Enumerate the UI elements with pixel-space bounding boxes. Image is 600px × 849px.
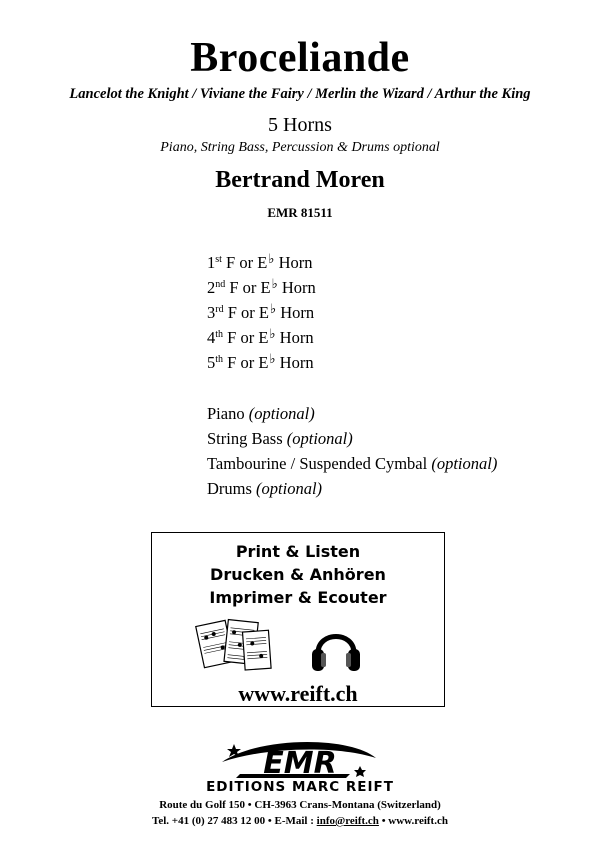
part-item: 4th F or E♭ Horn [207,326,314,347]
part-item: 5th F or E♭ Horn [207,351,314,372]
flat-sign: ♭ [269,351,276,366]
horn-parts-list [207,250,316,375]
headphones-icon [312,637,360,672]
promo-icons [152,617,444,677]
movement-titles: Lancelot the Knight / Viviane the Fairy / Merlin the Wizard / Arthur the King [69,86,531,102]
part-item: String Bass (optional) [207,429,353,448]
part-item: 1st F or E♭ Horn [207,251,313,272]
promo-line: Print & Listen [235,542,361,561]
publisher-contact: Tel. +41 (0) 27 483 12 00 • E-Mail : info@reift.ch • www.reift.ch [152,815,448,827]
publisher-name: EDITIONS MARC REIFT [206,779,394,795]
ensemble-label: 5 Horns [268,114,332,136]
optional-instruments-line: Piano, String Bass, Percussion & Drums optional [160,140,440,155]
promo-line: Imprimer & Ecouter [209,588,387,607]
part-item: Tambourine / Suspended Cymbal (optional) [207,454,498,473]
website-link[interactable]: www.reift.ch [238,681,358,706]
publisher-address: Route du Golf 150 • CH-3963 Crans-Montana (Switzerland) [159,799,441,811]
flat-sign: ♭ [269,301,277,316]
part-item: 3rd F or E♭ Horn [207,301,315,322]
promo-line: Drucken & Anhören [210,565,386,584]
flat-sign: ♭ [268,251,275,266]
part-item: Piano (optional) [207,404,315,423]
sheet-music-icon [196,620,271,670]
composer-name: Bertrand Moren [215,167,385,193]
flat-sign: ♭ [269,326,276,341]
part-item: 2nd F or E♭ Horn [207,276,316,297]
catalog-number: EMR 81511 [267,205,333,220]
score-title: Broceliande [190,35,410,81]
flat-sign: ♭ [271,276,278,291]
part-item: Drums (optional) [207,479,323,498]
email-link[interactable]: info@reift.ch [316,815,379,827]
logo-text: EMR [263,746,337,781]
print-listen-box [151,532,445,707]
optional-parts-list [207,401,497,501]
